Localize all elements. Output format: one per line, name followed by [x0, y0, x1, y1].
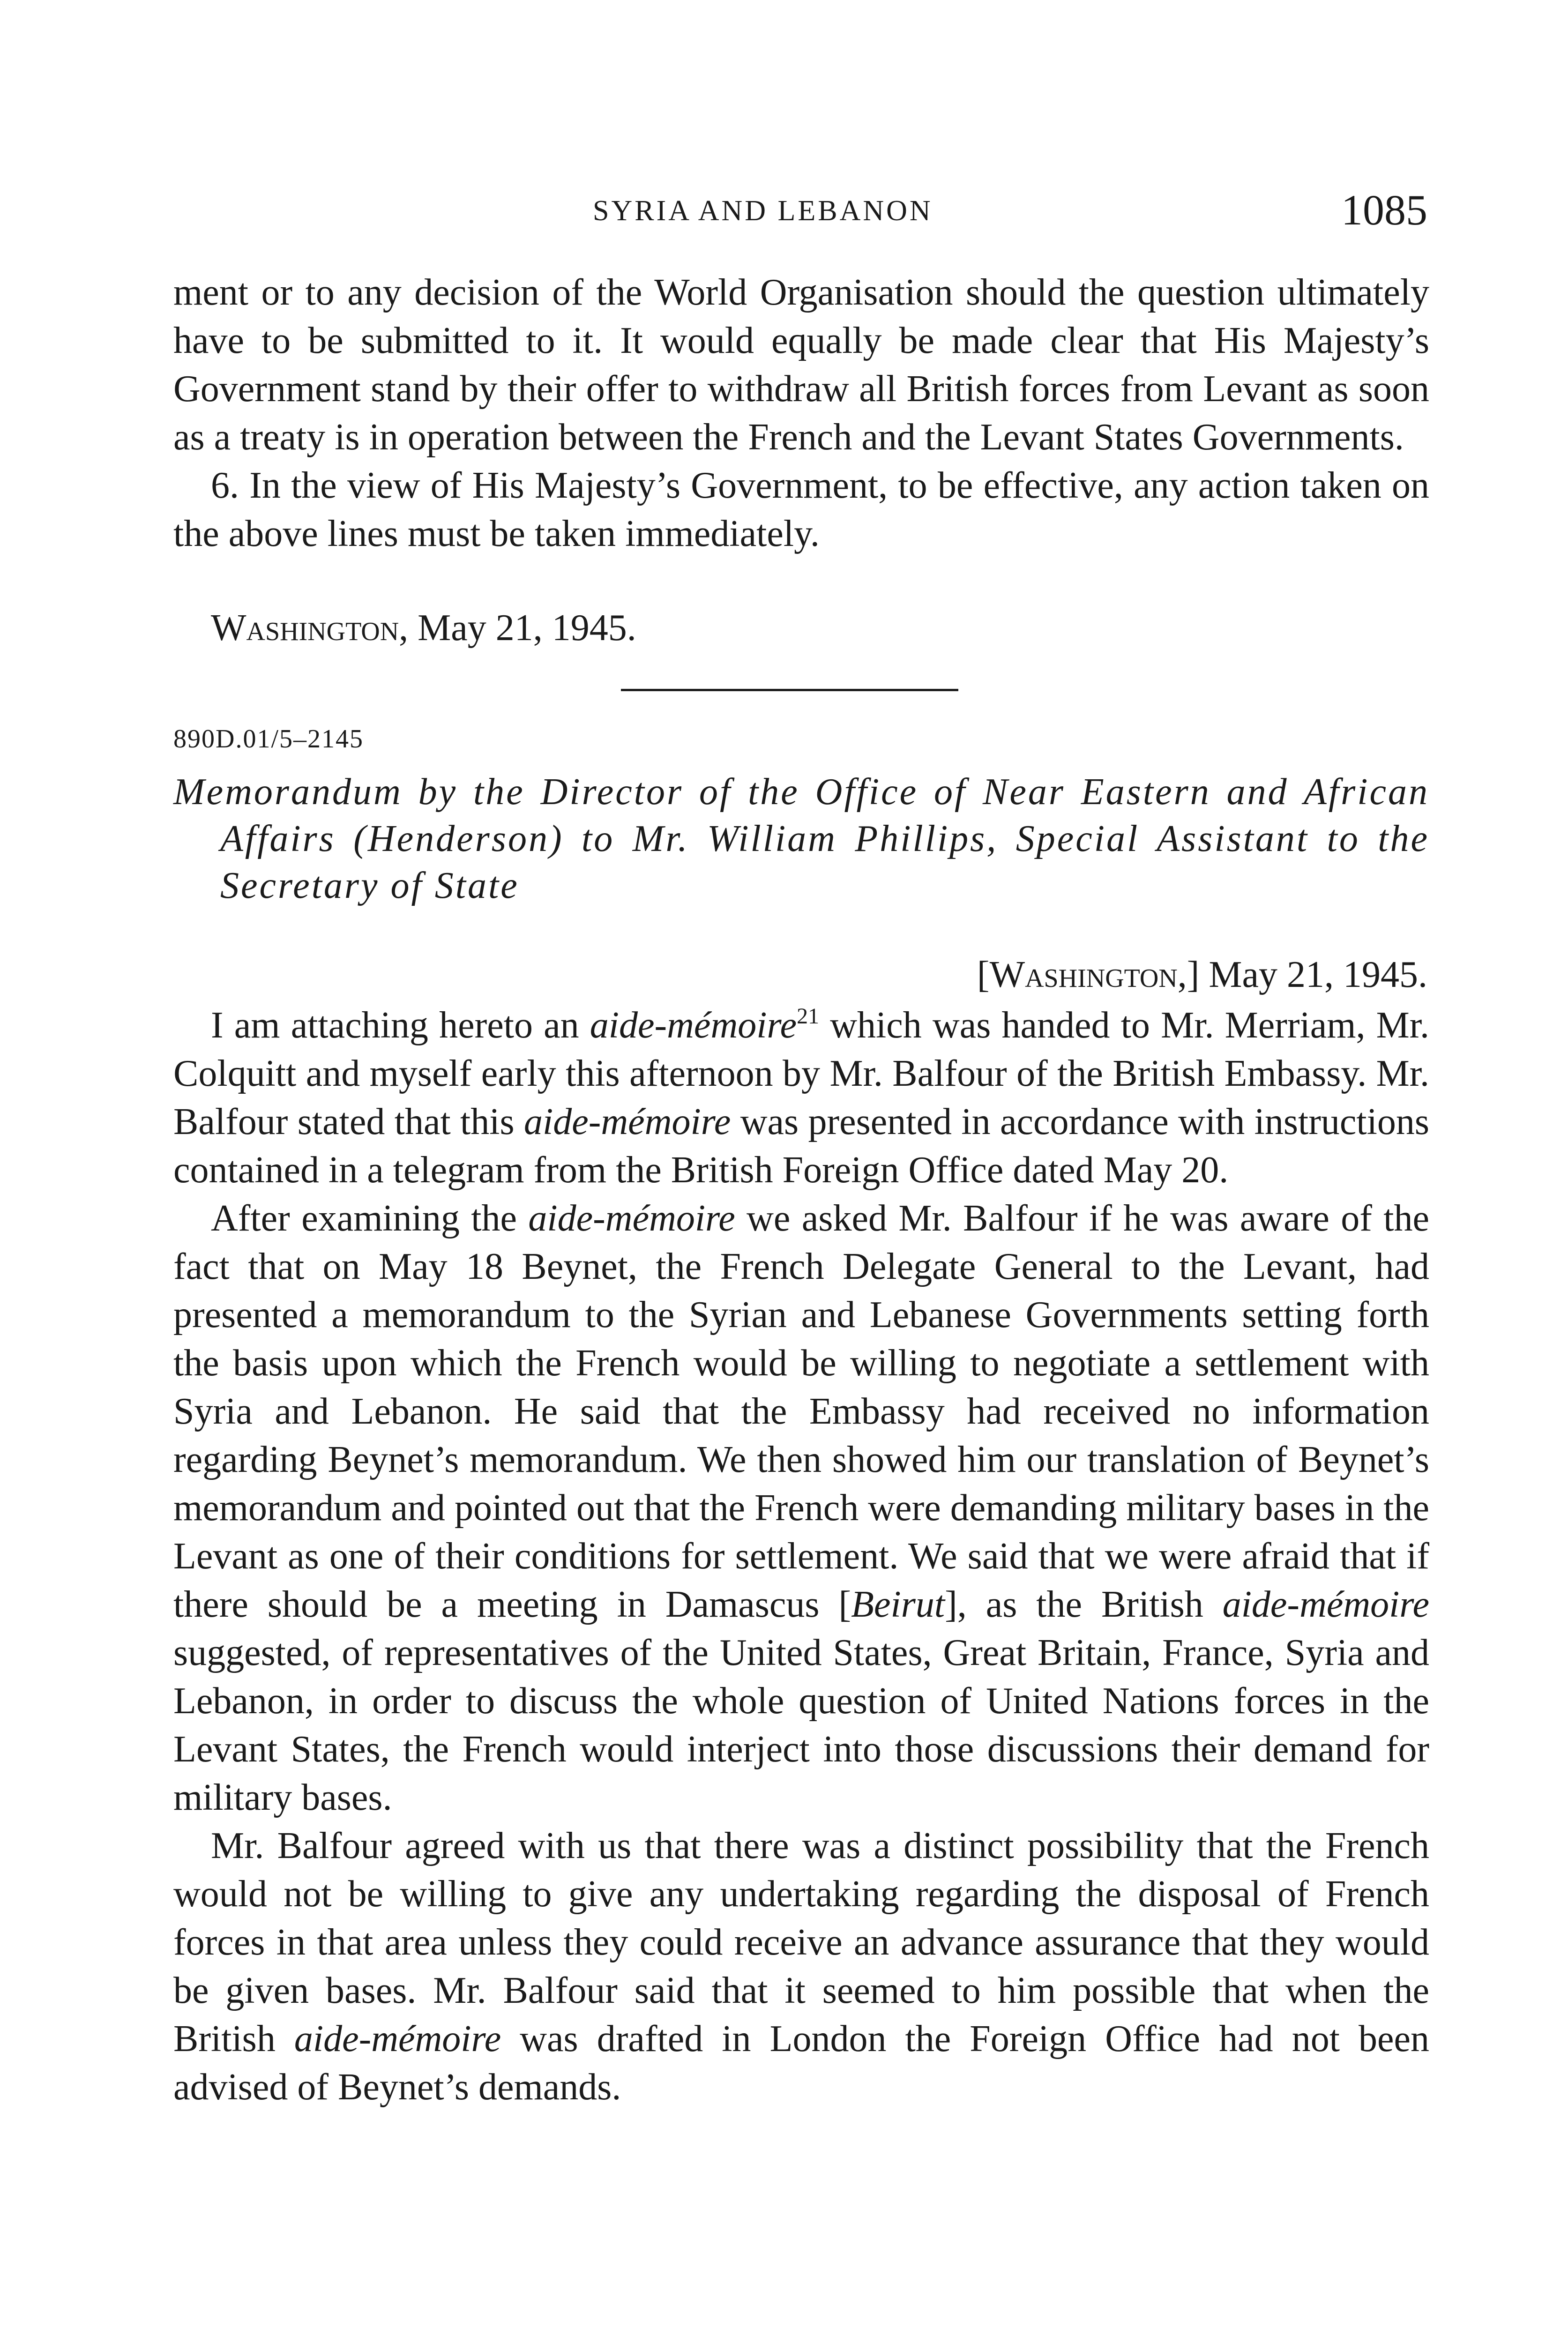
footnote-reference: 21 [797, 1004, 820, 1029]
numbered-paragraph-6: 6. In the view of His Majesty’s Government, to be effective, any action taken on the above lines must be taken immediately. [173, 465, 1429, 554]
aide-memoire-term: aide-mémoire [590, 1005, 797, 1046]
dateline-date: ,] May 21, 1945. [1177, 954, 1427, 995]
running-head [0, 185, 1568, 241]
page-number: 1085 [1341, 186, 1427, 234]
file-number: 890D.01/5–2145 [173, 724, 364, 754]
aide-memoire-term: aide-mémoire [1222, 1584, 1430, 1625]
memorandum-paragraph-2: After examining the aide-mémoire we asked Mr. Balfour if he was aware of the fact that on May 18 Beynet, the French Delegate General to the Levant, had presented a memorandum to the Syrian and Lebanese Governments setting forth the basis upon which the French would be willing to negotiate a settlement with Syria and Lebanon. He said that the Embassy had received no information regarding Beynet’s memorandum. We then showed him our translation of Beynet’s memorandum and pointed out that the French were demanding military bases in the Levant as one of their conditions for settlement. We said that we were afraid that if there should be a meeting in Damascus [Beirut], as the British aide-mémoire suggested, of representatives of the United States, Great Britain, France, Syria and Lebanon, in order to discuss the whole question of United Nations forces in the Levant States, the French would interject into those discussions their demand for military bases. [173, 1198, 1430, 1818]
dateline-bracket: [ [977, 954, 990, 995]
dateline-place: Washington [989, 954, 1178, 995]
memorandum-paragraph-3: Mr. Balfour agreed with us that there was a distinct possibility that the French would not be willing to give any undertaking regarding the disposal of French forces in that area unless they could receive an advance assurance that they would be given bases. Mr. Balfour said that it seemed to him possible that when the British aide-mémoire was drafted in London the Foreign Office had not been advised of Beynet’s demands. [173, 1825, 1430, 2108]
memorandum-paragraph-1: I am attaching hereto an aide-mémoire$^{21}$ which was handed to Mr. Merriam, Mr. Colquitt and myself early this afternoon by Mr. Balfour of the British Embassy. Mr. Balfour stated that this aide-mémoire was presented in accordance with instructions contained in a telegram from the British Foreign Office dated May 20. [173, 1004, 1430, 1191]
memorandum-body [173, 1001, 1429, 2112]
continuation-paragraph: ment or to any decision of the World Organisation should the question ultimately have to be submitted to it. It would equally be made clear that His Majesty’s Government stand by their offer to withdraw all British forces from Levant as soon as a treaty is in operation between the French and the Levant States Governments. [173, 272, 1429, 458]
continuation-text [173, 269, 1429, 558]
dateline-place: Washington [211, 607, 399, 649]
running-title: SYRIA AND LEBANON [593, 195, 933, 227]
aide-memoire-term: aide-mémoire [524, 1101, 731, 1142]
editorial-insertion: Beirut [851, 1584, 945, 1625]
aide-memoire-term: aide-mémoire [528, 1198, 735, 1239]
aide-memoire-term: aide-mémoire [294, 2018, 501, 2059]
dateline-date: , May 21, 1945. [399, 607, 636, 649]
document-heading: Memorandum by the Director of the Office of Near Eastern and African Affairs (Henderson) to Mr. William Phillips, Special Assistant to the Secretary of State [173, 771, 1429, 906]
document-dateline [977, 954, 1427, 996]
continuation-dateline [211, 607, 636, 649]
section-divider [621, 689, 958, 691]
